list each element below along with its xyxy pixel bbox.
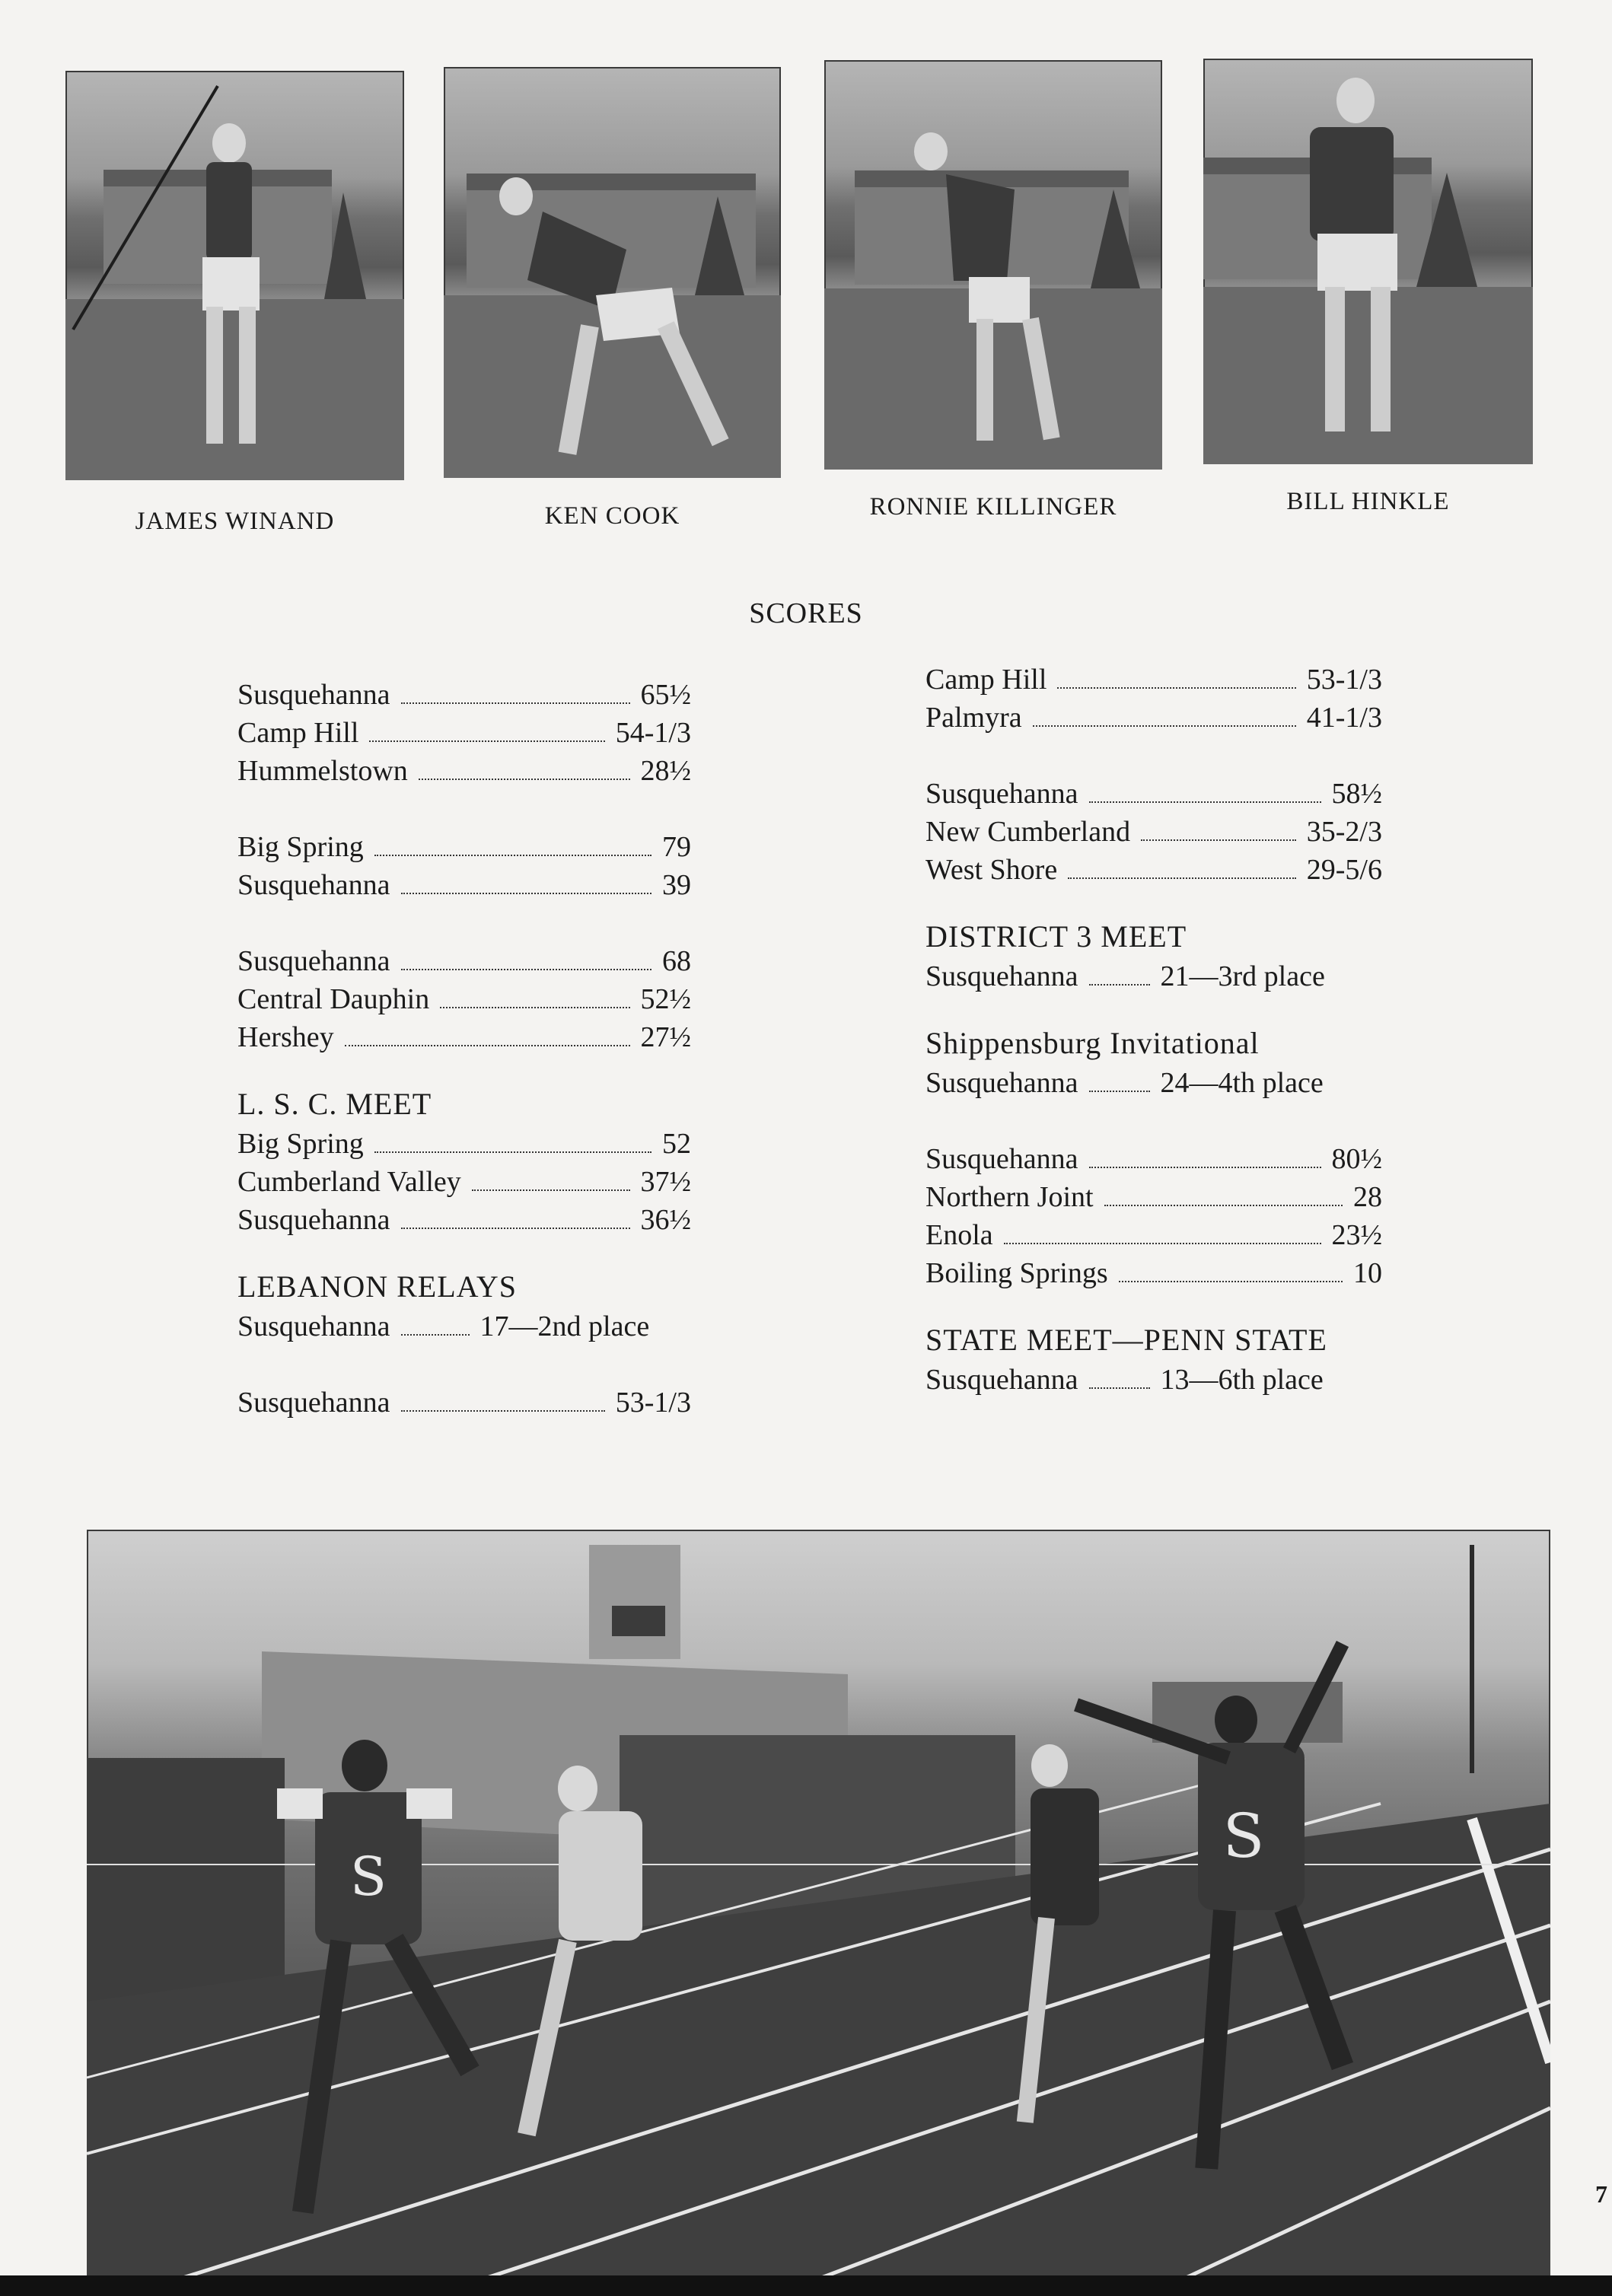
score-row: Northern Joint 28 (925, 1181, 1382, 1213)
jersey-letter-runner-right: S (1222, 1801, 1265, 1871)
score-row: Susquehanna 39 (237, 869, 691, 901)
lsc-meet-heading: L. S. C. MEET (237, 1087, 432, 1121)
score-row: Susquehanna 17—2nd place (237, 1310, 650, 1342)
score-row: Susquehanna 58½ (925, 778, 1382, 810)
score-row: Cumberland Valley 37½ (237, 1166, 691, 1198)
score-row: Susquehanna 36½ (237, 1204, 691, 1236)
score-row: Camp Hill 53-1/3 (925, 664, 1382, 696)
photo-ronnie-killinger (824, 60, 1162, 470)
shippensburg-invitational-heading: Shippensburg Invitational (925, 1026, 1260, 1060)
photo-track-race-finish (87, 1530, 1550, 2279)
scores-left-column (237, 676, 691, 1422)
score-row: Big Spring 52 (237, 1128, 691, 1160)
state-meet-heading: STATE MEET—PENN STATE (925, 1323, 1327, 1357)
score-row: Susquehanna 65½ (237, 679, 691, 711)
score-row: Palmyra 41-1/3 (925, 702, 1382, 734)
score-row: Susquehanna 53-1/3 (237, 1387, 691, 1419)
photo-ken-cook (444, 67, 781, 478)
score-row: New Cumberland 35-2/3 (925, 816, 1382, 848)
score-row: Susquehanna 24—4th place (925, 1067, 1324, 1099)
photo-james-winand (65, 71, 404, 480)
score-row: Central Dauphin 52½ (237, 983, 691, 1015)
score-row: Camp Hill 54-1/3 (237, 717, 691, 749)
scan-edge (0, 2275, 1612, 2296)
caption-ronnie-killinger: RONNIE KILLINGER (869, 493, 1117, 521)
score-row: Susquehanna 80½ (925, 1143, 1382, 1175)
caption-bill-hinkle: BILL HINKLE (1286, 488, 1450, 515)
score-row: Big Spring 79 (237, 831, 691, 863)
district-3-meet-heading: DISTRICT 3 MEET (925, 919, 1187, 954)
score-row: Hummelstown 28½ (237, 755, 691, 787)
score-row: Susquehanna 68 (237, 945, 691, 977)
caption-ken-cook: KEN COOK (544, 502, 680, 530)
scores-title: SCORES (749, 597, 863, 629)
score-row: Enola 23½ (925, 1219, 1382, 1251)
lebanon-relays-heading: LEBANON RELAYS (237, 1269, 517, 1304)
jersey-letter-runner-left: S (350, 1845, 387, 1908)
score-row: Susquehanna 13—6th place (925, 1364, 1324, 1396)
caption-james-winand: JAMES WINAND (135, 508, 335, 535)
score-row: Susquehanna 21—3rd place (925, 960, 1325, 992)
photo-bill-hinkle (1203, 59, 1533, 464)
score-row: West Shore 29-5/6 (925, 854, 1382, 886)
scores-right-column (925, 661, 1382, 1399)
score-row: Boiling Springs 10 (925, 1257, 1382, 1289)
score-row: Hershey 27½ (237, 1021, 691, 1053)
page-number: 7 (1595, 2180, 1607, 2208)
